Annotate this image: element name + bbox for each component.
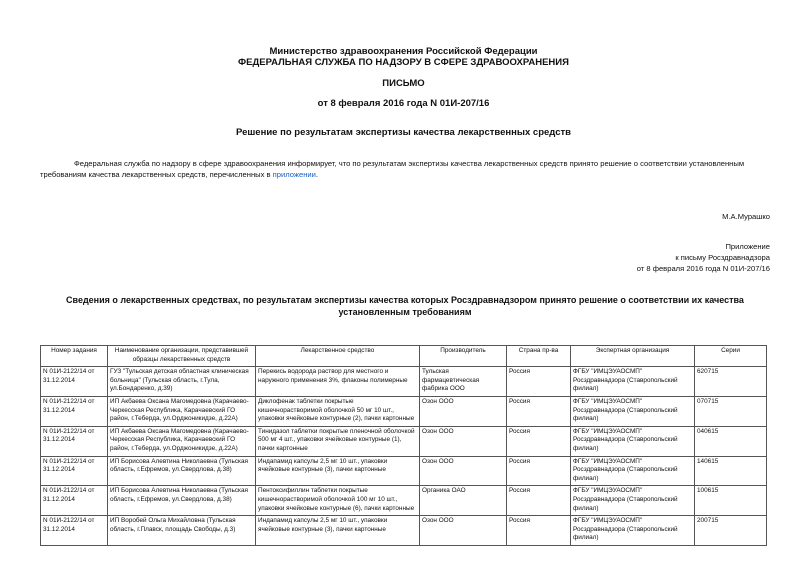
cell-task-number: N 01И-2122/14 от 31.12.2014 — [41, 426, 108, 456]
cell-manufacturer: Озон ООО — [420, 426, 507, 456]
drugs-table — [40, 345, 767, 546]
cell-country: Россия — [507, 367, 571, 397]
cell-series: 140615 — [695, 456, 767, 486]
ministry-name: Министерство здравоохранения Российской Федерации — [269, 46, 538, 57]
service-name: ФЕДЕРАЛЬНАЯ СЛУЖБА ПО НАДЗОРУ В СФЕРЕ ЗДРАВООХРАНЕНИЯ — [238, 57, 569, 68]
cell-manufacturer: Озон ООО — [420, 516, 507, 546]
col-manufacturer: Производитель — [420, 346, 507, 367]
appendix-line-2: к письму Росздравнадзора — [675, 253, 770, 262]
cell-expert-org: ФГБУ "ИМЦЭУАОСМП" Росздравнадзора (Ставропольский филиал) — [571, 516, 695, 546]
cell-drug: Диклофенак таблетки покрытые кишечнорастворимой оболочкой 50 мг 10 шт., упаковки ячейковые контурные (2), пачки картонные — [256, 396, 420, 426]
col-country: Страна пр-ва — [507, 346, 571, 367]
cell-drug: Пентоксифиллин таблетки покрытые кишечнорастворимой оболочкой 100 мг 10 шт., упаковки ячейковые контурные (6), пачки картонные — [256, 486, 420, 516]
cell-series: 070715 — [695, 396, 767, 426]
cell-series: 200715 — [695, 516, 767, 546]
appendix-line-3: от 8 февраля 2016 года N 01И-207/16 — [636, 264, 770, 273]
cell-drug: Перекись водорода раствор для местного и наружного применения 3%, флаконы полимерные — [256, 367, 420, 397]
cell-task-number: N 01И-2122/14 от 31.12.2014 — [41, 456, 108, 486]
cell-task-number: N 01И-2122/14 от 31.12.2014 — [41, 516, 108, 546]
cell-manufacturer: Органика ОАО — [420, 486, 507, 516]
cell-task-number: N 01И-2122/14 от 31.12.2014 — [41, 486, 108, 516]
cell-organization: ИП Акбаева Оксана Магомедовна (Карачаево-Черкесская Республика, Карачаевский ГО район, г.Теберда, ул.Орджоникидзе, д.22А) — [108, 426, 256, 456]
cell-expert-org: ФГБУ "ИМЦЭУАОСМП" Росздравнадзора (Ставропольский филиал) — [571, 396, 695, 426]
cell-organization: ИП Акбаева Оксана Магомедовна (Карачаево-Черкесская Республика, Карачаевский ГО район, г.Теберда, ул.Орджоникидзе, д.22А) — [108, 396, 256, 426]
cell-series: 100615 — [695, 486, 767, 516]
cell-drug: Тинидазол таблетки покрытые пленочной оболочкой 500 мг 4 шт., упаковки ячейковые контурные (1), пачки картонные — [256, 426, 420, 456]
signature: М.А.Мурашко — [722, 212, 770, 221]
document-subject: Решение по результатам экспертизы качества лекарственных средств — [236, 127, 571, 138]
cell-task-number: N 01И-2122/14 от 31.12.2014 — [41, 367, 108, 397]
appendix-note — [637, 241, 770, 274]
document-type: ПИСЬМО — [382, 78, 425, 89]
cell-drug: Индапамид капсулы 2,5 мг 10 шт., упаковки ячейковые контурные (3), пачки картонные — [256, 456, 420, 486]
table-row — [41, 367, 767, 397]
document-date: от 8 февраля 2016 года N 01И-207/16 — [317, 98, 490, 109]
cell-expert-org: ФГБУ "ИМЦЭУАОСМП" Росздравнадзора (Ставропольский филиал) — [571, 367, 695, 397]
cell-series: 040615 — [695, 426, 767, 456]
table-header-row — [41, 346, 767, 367]
cell-manufacturer: Озон ООО — [420, 396, 507, 426]
cell-organization: ИП Воробей Ольга Михайловна (Тульская область, г.Плавск, площадь Свободы, д.3) — [108, 516, 256, 546]
cell-manufacturer: Тульская фармацевтическая фабрика ООО — [420, 367, 507, 397]
table-row — [41, 456, 767, 486]
appendix-line-1: Приложение — [725, 242, 770, 251]
cell-organization: ИП Борисова Алевтина Николаевна (Тульская область, г.Ефремов, ул.Свердлова, д.38) — [108, 486, 256, 516]
table-title: Сведения о лекарственных средствах, по результатам экспертизы качества которых Росздравнадзором принято решение о соответствии их качества установленным требованиям — [66, 295, 744, 317]
cell-country: Россия — [507, 456, 571, 486]
cell-manufacturer: Озон ООО — [420, 456, 507, 486]
cell-organization: ГУЗ "Тульская детская областная клиническая больница" (Тульская область, г.Тула, ул.Бондаренко, д.39) — [108, 367, 256, 397]
col-organization: Наименование организации, представившей образцы лекарственных средств — [108, 346, 256, 367]
cell-expert-org: ФГБУ "ИМЦЭУАОСМП" Росздравнадзора (Ставропольский филиал) — [571, 456, 695, 486]
appendix-link[interactable]: приложении — [272, 170, 316, 179]
cell-expert-org: ФГБУ "ИМЦЭУАОСМП" Росздравнадзора (Ставропольский филиал) — [571, 486, 695, 516]
cell-country: Россия — [507, 486, 571, 516]
col-series: Серии — [695, 346, 767, 367]
cell-expert-org: ФГБУ "ИМЦЭУАОСМП" Росздравнадзора (Ставропольский филиал) — [571, 426, 695, 456]
col-task-number: Номер задания — [41, 346, 108, 367]
cell-country: Россия — [507, 396, 571, 426]
letter-body-text: Федеральная служба по надзору в сфере здравоохранения информирует, что по результатам экспертизы качества лекарственных средств принято решение о соответствии установленным требованиям качества лекарственных средств, перечисленных в — [40, 159, 745, 179]
cell-country: Россия — [507, 426, 571, 456]
table-row — [41, 396, 767, 426]
letter-body-end: . — [315, 170, 318, 179]
cell-organization: ИП Борисова Алевтина Николаевна (Тульская область, г.Ефремов, ул.Свердлова, д.38) — [108, 456, 256, 486]
cell-country: Россия — [507, 516, 571, 546]
col-expert-org: Экспертная организация — [571, 346, 695, 367]
table-row — [41, 426, 767, 456]
cell-drug: Индапамид капсулы 2,5 мг 10 шт., упаковки ячейковые контурные (3), пачки картонные — [256, 516, 420, 546]
cell-task-number: N 01И-2122/14 от 31.12.2014 — [41, 396, 108, 426]
letter-body — [40, 158, 770, 180]
table-row — [41, 486, 767, 516]
table-row — [41, 516, 767, 546]
cell-series: 620715 — [695, 367, 767, 397]
col-drug: Лекарственное средство — [256, 346, 420, 367]
